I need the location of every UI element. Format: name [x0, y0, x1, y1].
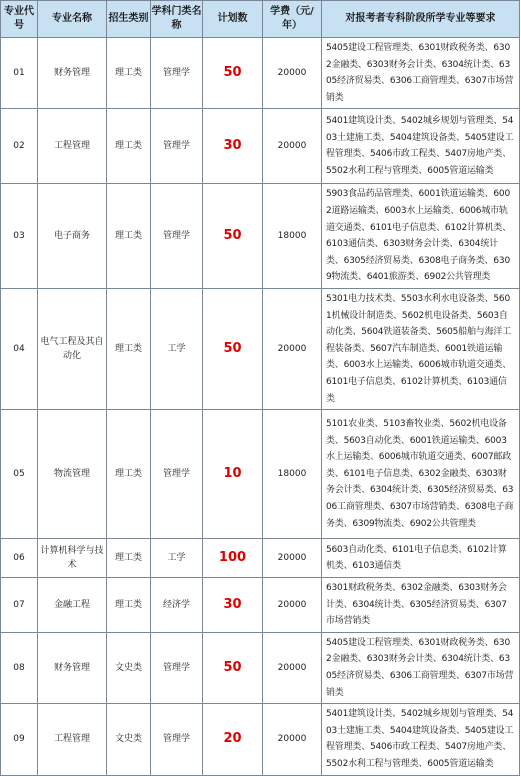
cell-category: 理工类	[107, 539, 151, 578]
table-row	[1, 38, 520, 109]
cell-code: 07	[1, 578, 38, 633]
cell-code: 05	[1, 410, 38, 539]
cell-code: 02	[1, 109, 38, 184]
cell-code: 06	[1, 539, 38, 578]
cell-name: 电气工程及其自动化	[38, 288, 107, 409]
cell-fee: 18000	[263, 410, 322, 539]
header-name: 专业名称	[38, 1, 107, 38]
cell-plan: 10	[203, 410, 263, 539]
cell-discipline: 管理学	[151, 109, 203, 184]
cell-category: 理工类	[107, 184, 151, 289]
cell-discipline: 工学	[151, 288, 203, 409]
table-row	[1, 109, 520, 184]
cell-category: 理工类	[107, 410, 151, 539]
cell-requirements: 5405建设工程管理类、6301财政税务类、6302金融类、6303财务会计类、6304统计类、6305经济贸易类、6306工商管理类、6307市场营销类	[322, 38, 520, 109]
cell-requirements: 5903食品药品管理类、6001铁道运输类、6002道路运输类、6003水上运输类、6006城市轨道交通类、6101电子信息类、6102计算机类、6103通信类、6303财务会计类、6304统计类、6305经济贸易类、6308电子商务类、6309物流类、6401旅游类、6902公共管理类	[322, 184, 520, 289]
cell-code: 03	[1, 184, 38, 289]
cell-requirements: 5401建筑设计类、5402城乡规划与管理类、5403土建施工类、5404建筑设备类、5405建设工程管理类、5406市政工程类、5407房地产类、5502水利工程与管理类、6005管道运输类	[322, 704, 520, 775]
table-row	[1, 578, 520, 633]
cell-discipline: 经济学	[151, 578, 203, 633]
cell-code: 09	[1, 704, 38, 775]
cell-discipline: 管理学	[151, 704, 203, 775]
cell-requirements: 5101农业类、5103畜牧业类、5602机电设备类、5603自动化类、6001铁道运输类、6003水上运输类、6006城市轨道交通类、6007邮政类、6101电子信息类、6302金融类、6303财务会计类、6304统计类、6305经济贸易类、6306工商管理类、6307市场营销类、6308电子商务类、6309物流类、6902公共管理类	[322, 410, 520, 539]
cell-code: 01	[1, 38, 38, 109]
cell-fee: 18000	[263, 184, 322, 289]
table-row	[1, 184, 520, 289]
cell-category: 理工类	[107, 109, 151, 184]
table-row	[1, 704, 520, 775]
cell-requirements: 6301财政税务类、6302金融类、6303财务会计类、6304统计类、6305经济贸易类、6307市场营销类	[322, 578, 520, 633]
cell-fee: 20000	[263, 632, 322, 703]
cell-discipline: 管理学	[151, 410, 203, 539]
table-row	[1, 632, 520, 703]
cell-plan: 100	[203, 539, 263, 578]
table-row	[1, 410, 520, 539]
cell-name: 工程管理	[38, 704, 107, 775]
table-row	[1, 539, 520, 578]
cell-discipline: 管理学	[151, 38, 203, 109]
cell-plan: 20	[203, 704, 263, 775]
cell-plan: 50	[203, 632, 263, 703]
cell-plan: 50	[203, 38, 263, 109]
cell-plan: 50	[203, 184, 263, 289]
cell-category: 理工类	[107, 38, 151, 109]
cell-name: 财务管理	[38, 632, 107, 703]
cell-code: 04	[1, 288, 38, 409]
cell-requirements: 5603自动化类、6101电子信息类、6102计算机类、6103通信类	[322, 539, 520, 578]
cell-name: 工程管理	[38, 109, 107, 184]
header-discipline: 学科门类名称	[151, 1, 203, 38]
header-requirements: 对报考者专科阶段所学专业等要求	[322, 1, 520, 38]
cell-name: 物流管理	[38, 410, 107, 539]
cell-fee: 20000	[263, 288, 322, 409]
cell-discipline: 管理学	[151, 184, 203, 289]
cell-plan: 30	[203, 109, 263, 184]
header-category: 招生类别	[107, 1, 151, 38]
cell-name: 计算机科学与技术	[38, 539, 107, 578]
cell-plan: 30	[203, 578, 263, 633]
cell-requirements: 5405建设工程管理类、6301财政税务类、6302金融类、6303财务会计类、6304统计类、6305经济贸易类、6306工商管理类、6307市场营销类	[322, 632, 520, 703]
cell-name: 金融工程	[38, 578, 107, 633]
cell-name: 财务管理	[38, 38, 107, 109]
cell-requirements: 5301电力技术类、5503水利水电设备类、5601机械设计制造类、5602机电设备类、5603自动化类、5604铁道装备类、5605船舶与海洋工程装备类、5607汽车制造类、6001铁道运输类、6003水上运输类、6006城市轨道交通类、6101电子信息类、6102计算机类、6103通信类	[322, 288, 520, 409]
header-fee: 学费（元/年）	[263, 1, 322, 38]
cell-category: 理工类	[107, 578, 151, 633]
cell-fee: 20000	[263, 578, 322, 633]
header-code: 专业代号	[1, 1, 38, 38]
table-header-row	[1, 1, 520, 38]
cell-fee: 20000	[263, 704, 322, 775]
cell-name: 电子商务	[38, 184, 107, 289]
cell-requirements: 5401建筑设计类、5402城乡规划与管理类、5403土建施工类、5404建筑设备类、5405建设工程管理类、5406市政工程类、5407房地产类、5502水利工程与管理类、6005管道运输类	[322, 109, 520, 184]
cell-discipline: 管理学	[151, 632, 203, 703]
cell-discipline: 工学	[151, 539, 203, 578]
cell-fee: 20000	[263, 539, 322, 578]
table-row	[1, 288, 520, 409]
cell-category: 理工类	[107, 288, 151, 409]
cell-code: 08	[1, 632, 38, 703]
cell-category: 文史类	[107, 704, 151, 775]
cell-plan: 50	[203, 288, 263, 409]
header-plan: 计划数	[203, 1, 263, 38]
cell-category: 文史类	[107, 632, 151, 703]
cell-fee: 20000	[263, 109, 322, 184]
cell-fee: 20000	[263, 38, 322, 109]
